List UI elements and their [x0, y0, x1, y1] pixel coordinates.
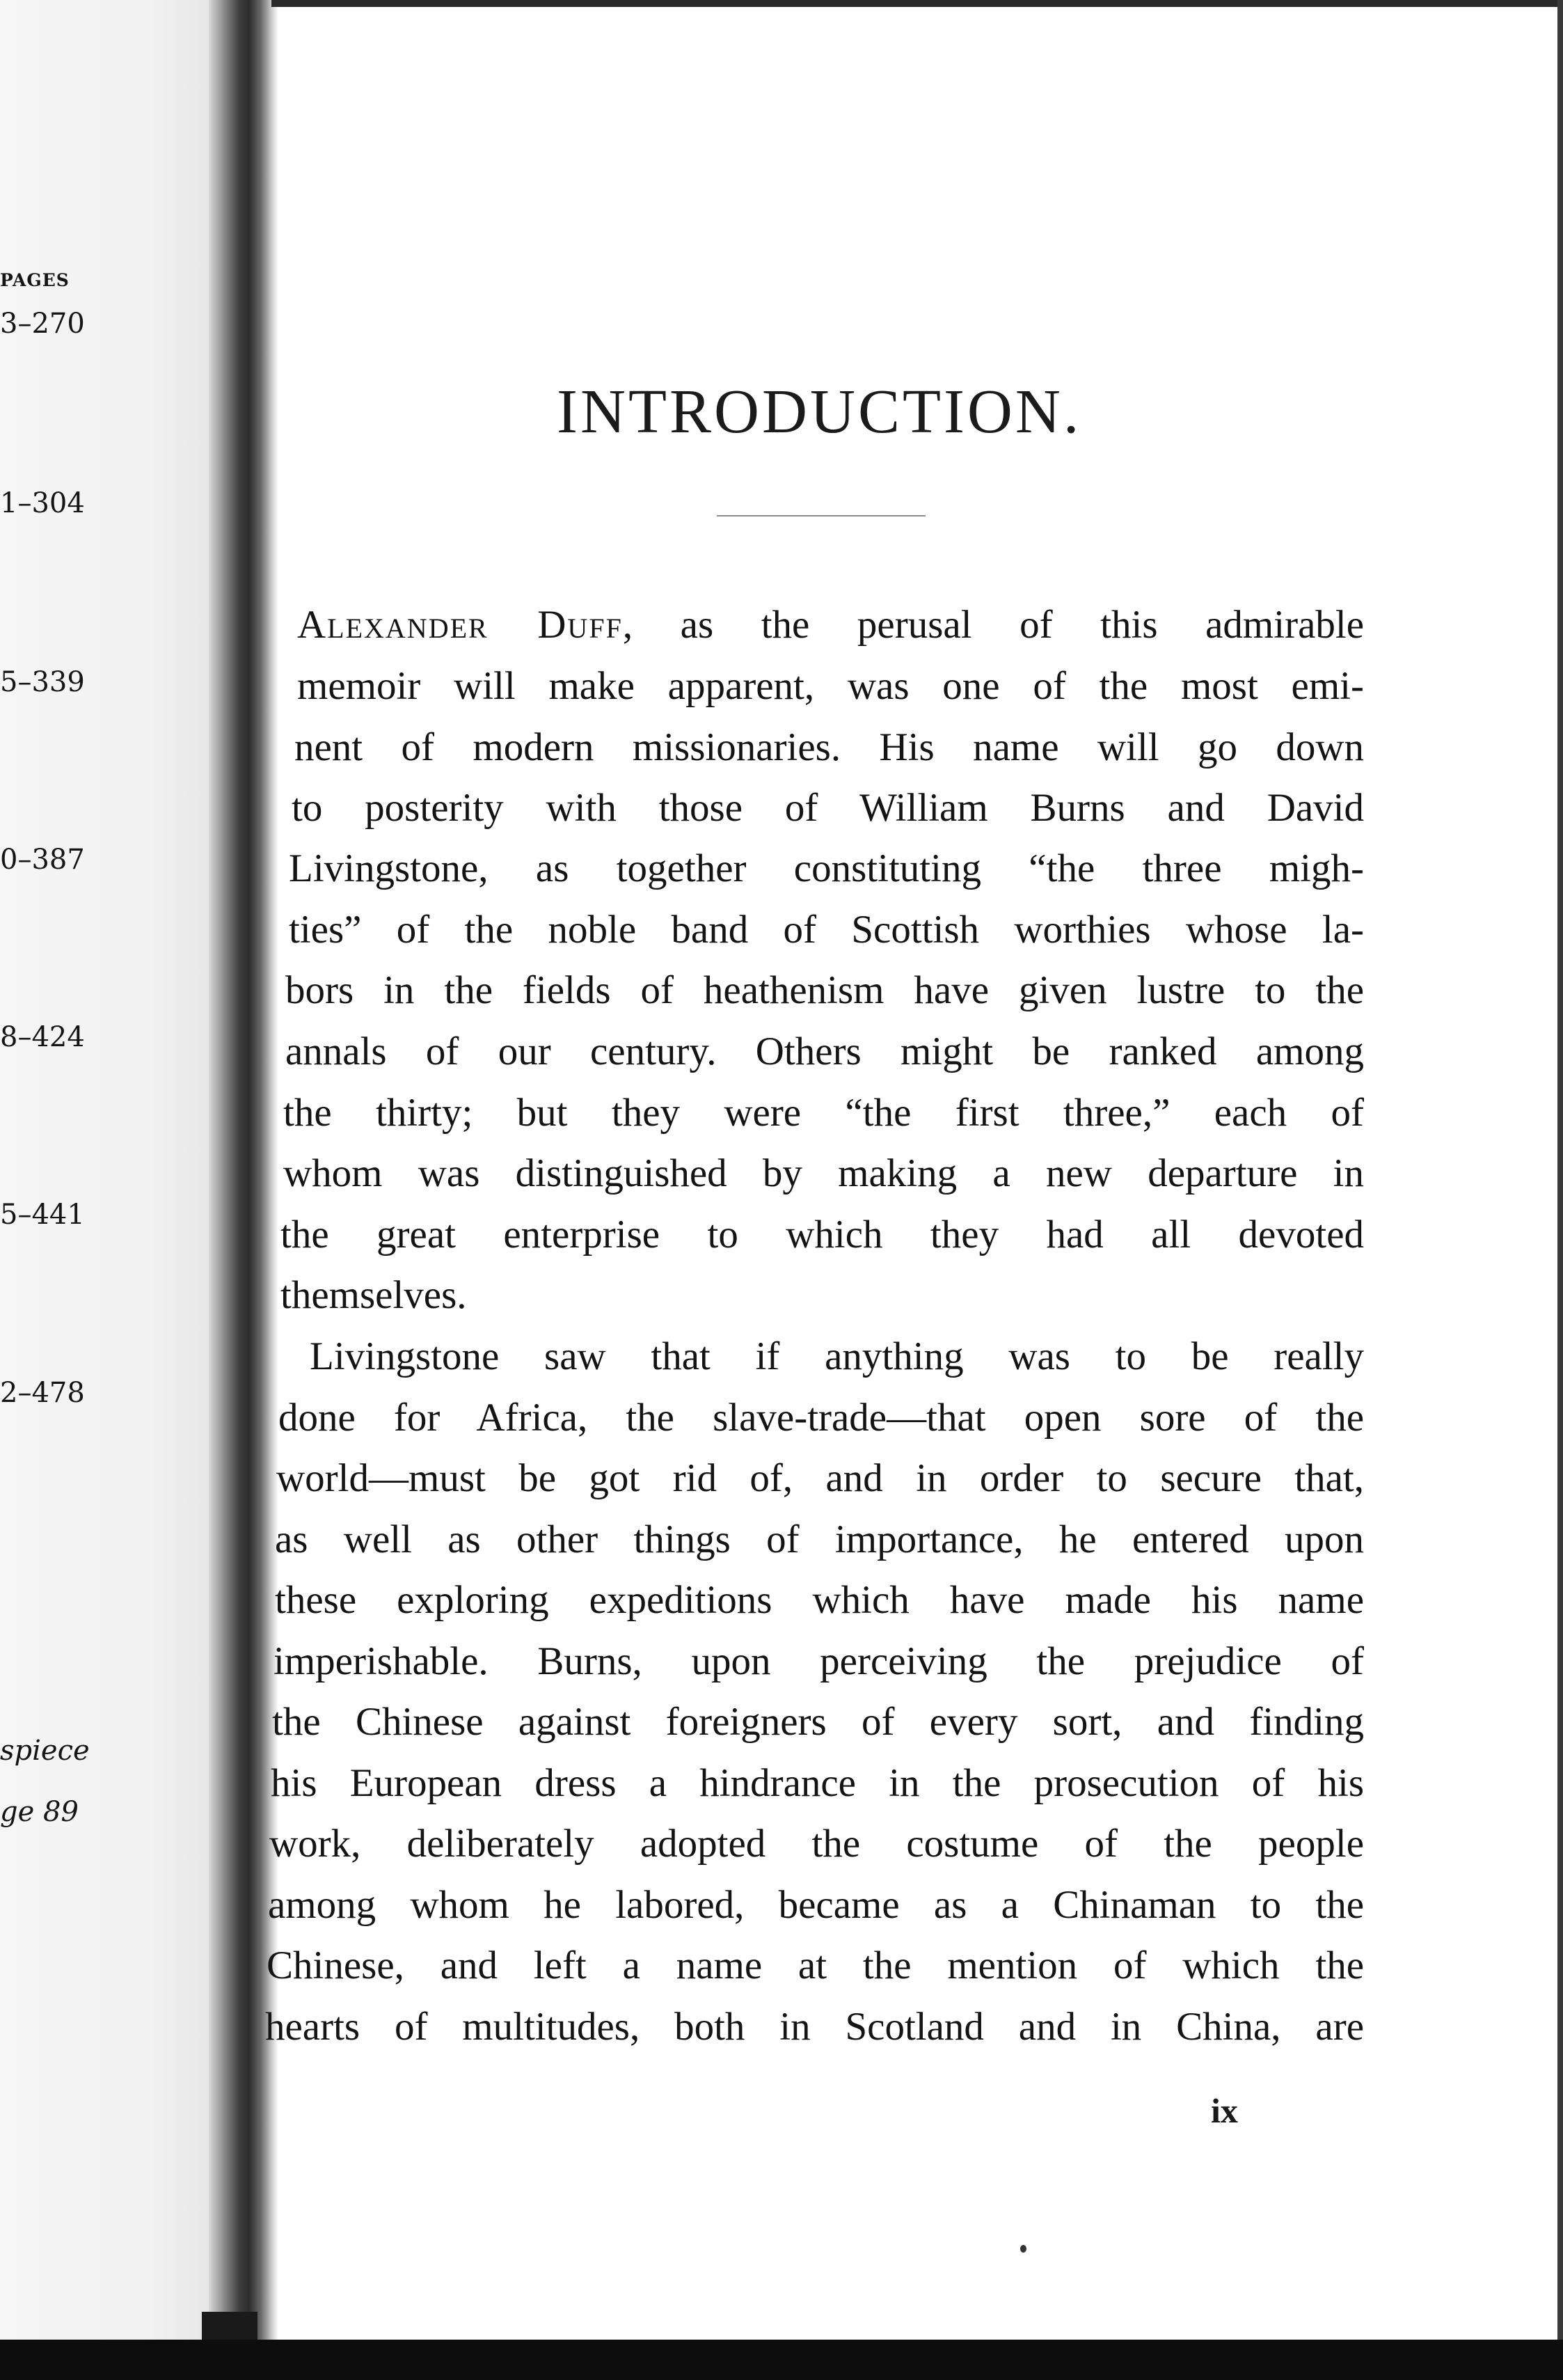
book-gutter-shadow	[209, 0, 278, 2340]
text-line: among whom he labored, became as a Chinaman to the	[268, 1883, 1364, 1927]
page-range-4: 0–387	[0, 844, 85, 876]
page-number: ix	[1211, 2091, 1238, 2130]
text-line: Livingstone saw that if anything was to be really	[310, 1334, 1364, 1378]
scan-border-bottom	[0, 2340, 1563, 2380]
text-line: Livingstone, as together constituting “the three migh-	[289, 846, 1364, 890]
text-line: as well as other things of importance, he entered upon	[275, 1518, 1364, 1561]
text-line: these exploring expeditions which have made his name	[275, 1578, 1364, 1622]
page-range-3: 5–339	[0, 666, 85, 698]
text-line: work, deliberately adopted the costume of the people	[269, 1822, 1364, 1866]
plate-page-ref-text: ge 89	[0, 1796, 79, 1828]
text-line: whom was distinguished by making a new departure in	[283, 1151, 1364, 1195]
frontispiece-ref: spiece	[0, 1735, 90, 1767]
scan-border-right	[1557, 0, 1563, 2380]
text-line: to posterity with those of William Burns and David	[292, 786, 1364, 830]
text-line: his European dress a hindrance in the prosecution of his	[271, 1761, 1364, 1805]
text-line: the great enterprise to which they had all devoted	[280, 1213, 1364, 1256]
previous-page	[0, 0, 216, 2340]
text-line: Chinese, and left a name at the mention of which the	[267, 1944, 1364, 1987]
text-line: hearts of multitudes, both in Scotland and in China, are	[265, 2005, 1364, 2049]
text-line: imperishable. Burns, upon perceiving the prejudice of	[273, 1639, 1364, 1683]
chapter-title: INTRODUCTION.	[557, 377, 1082, 446]
page-range-7: 2–478	[0, 1377, 85, 1409]
contents-page-numbers	[0, 0, 209, 2339]
introduction-page	[265, 7, 1557, 2340]
page-range-6: 5–441	[0, 1199, 85, 1231]
text-line: the thirty; but they were “the first three,” each of	[283, 1091, 1364, 1135]
text-line: Alexander Duff, as the perusal of this admirable	[297, 603, 1365, 647]
text-line: bors in the fields of heathenism have given lustre to the	[285, 968, 1364, 1012]
plate-page-ref	[0, 1796, 79, 1828]
text-line: the Chinese against foreigners of every sort, and finding	[272, 1700, 1364, 1744]
text-line: world—must be got rid of, and in order to secure that,	[276, 1456, 1364, 1500]
text-line: ties” of the noble band of Scottish worthies whose la-	[289, 908, 1364, 952]
page-range-2: 1–304	[0, 487, 85, 519]
page-range-1: 3–270	[0, 308, 85, 340]
text-line: done for Africa, the slave-trade—that open sore of the	[278, 1396, 1364, 1440]
text-line: memoir will make apparent, was one of the most emi-	[297, 664, 1364, 708]
gutter-bottom-shadow	[202, 2312, 257, 2340]
text-line: annals of our century. Others might be ranked among	[285, 1030, 1364, 1073]
text-line: themselves.	[280, 1273, 467, 1317]
text-line: nent of modern missionaries. His name will go down	[294, 725, 1364, 769]
pages-heading: PAGES	[0, 270, 70, 290]
title-rule	[717, 515, 926, 517]
scan-border-top	[271, 0, 1563, 7]
ink-speck	[1020, 2245, 1026, 2253]
author-name-smallcaps: Alexander Duff	[297, 603, 623, 647]
page-range-5: 8–424	[0, 1021, 85, 1053]
